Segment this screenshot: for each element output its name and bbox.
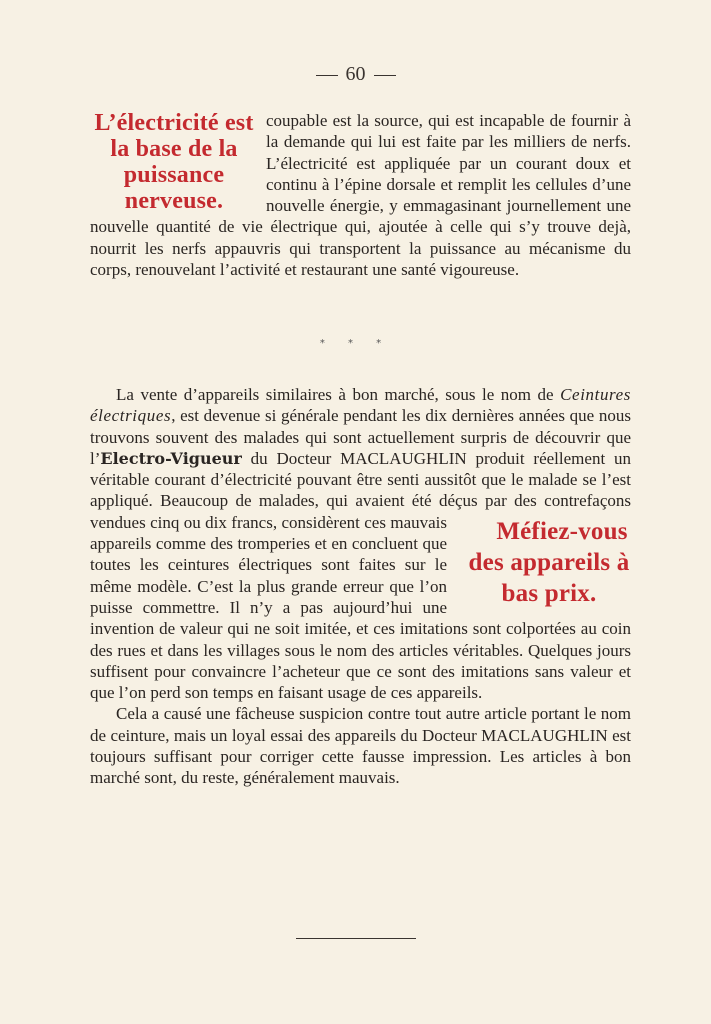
page-number-text: 60 (345, 63, 366, 85)
section-electricity (90, 110, 631, 280)
warning-para1-mid2-tail: vendues cinq ou dix francs, considèrent ces mauvais appareils comme des tromperies et en concluent que toutes les ceintures électriques sont faites sur le même modèle. C’est la plus grande erreur que l’on puisse commettre. Il n’y a pas aujourd’hui une invention de valeur qui ne soit imitée, et ces imitations sont colportées au coin des rues et dans les villages sous le nom des articles véritables. Quelques jours suffisent pour convaincre l’acheteur que ce sont des imitations sans valeur et que l’on perd son temps en faisant usage de ces appareils. (90, 512, 631, 703)
page-number (0, 63, 711, 86)
warning-paragraph-1 (90, 384, 631, 703)
warning-para1-mid1: , est devenue si générale pendant les dix dernières années que nous trouvons souvent des malades qui sont actuellement surpris de découvrir que l’ (90, 406, 631, 468)
page-number-dash-left (316, 75, 338, 76)
side-heading-electricity: L’électricité est la base de la puissance nerveuse. (94, 110, 254, 214)
section-separator: * * * (319, 338, 392, 349)
brand-name-electro-vigueur: Electro-Vigueur (100, 448, 242, 468)
warning-para1-italic: Ceintures électriques (90, 385, 631, 426)
section-warning (90, 384, 631, 789)
section-electricity-body: coupable est la source, qui est incapable de fournir à la demande qui lui est faite par les milliers de nerfs. L’électricité est appliquée par un courant doux et continu à l’épine dorsale et remplit les cellules d’une nouvelle énergie, y emmagasinant journellement une nouvelle quantité de vie électrique qui, ajoutée à celle qui s’y trouve dejà, nourrit les nerfs appauvris qui transportent la puissance au mécanisme du corps, renouvelant l’activité et restaurant une santé vigoureuse. (90, 111, 631, 280)
warning-para1-mid2-head: du Docteur MACLAUGHLIN produit réellement un véritable courant d’électricité pouvant être senti aussitôt que le malade se l’est appliqué. Beaucoup de malades, qui avaient été déçus par des contrefaçons (90, 448, 631, 511)
footer-rule (296, 938, 416, 939)
page-number-dash-right (374, 75, 396, 76)
warning-para1-start: La vente d’appareils similaires à bon marché, sous le nom de (116, 385, 561, 404)
warning-paragraph-2: Cela a causé une fâcheuse suspicion contre tout autre article portant le nom de ceinture, mais un loyal essai des appareils du Docteur MACLAUGHLIN est toujours suffisant pour corriger cette fausse impression. Les articles à bon marché sont, du reste, généralement mauvais. (90, 704, 631, 788)
side-heading-beware: Méfiez-vous des appareils à bas prix. (468, 517, 630, 607)
